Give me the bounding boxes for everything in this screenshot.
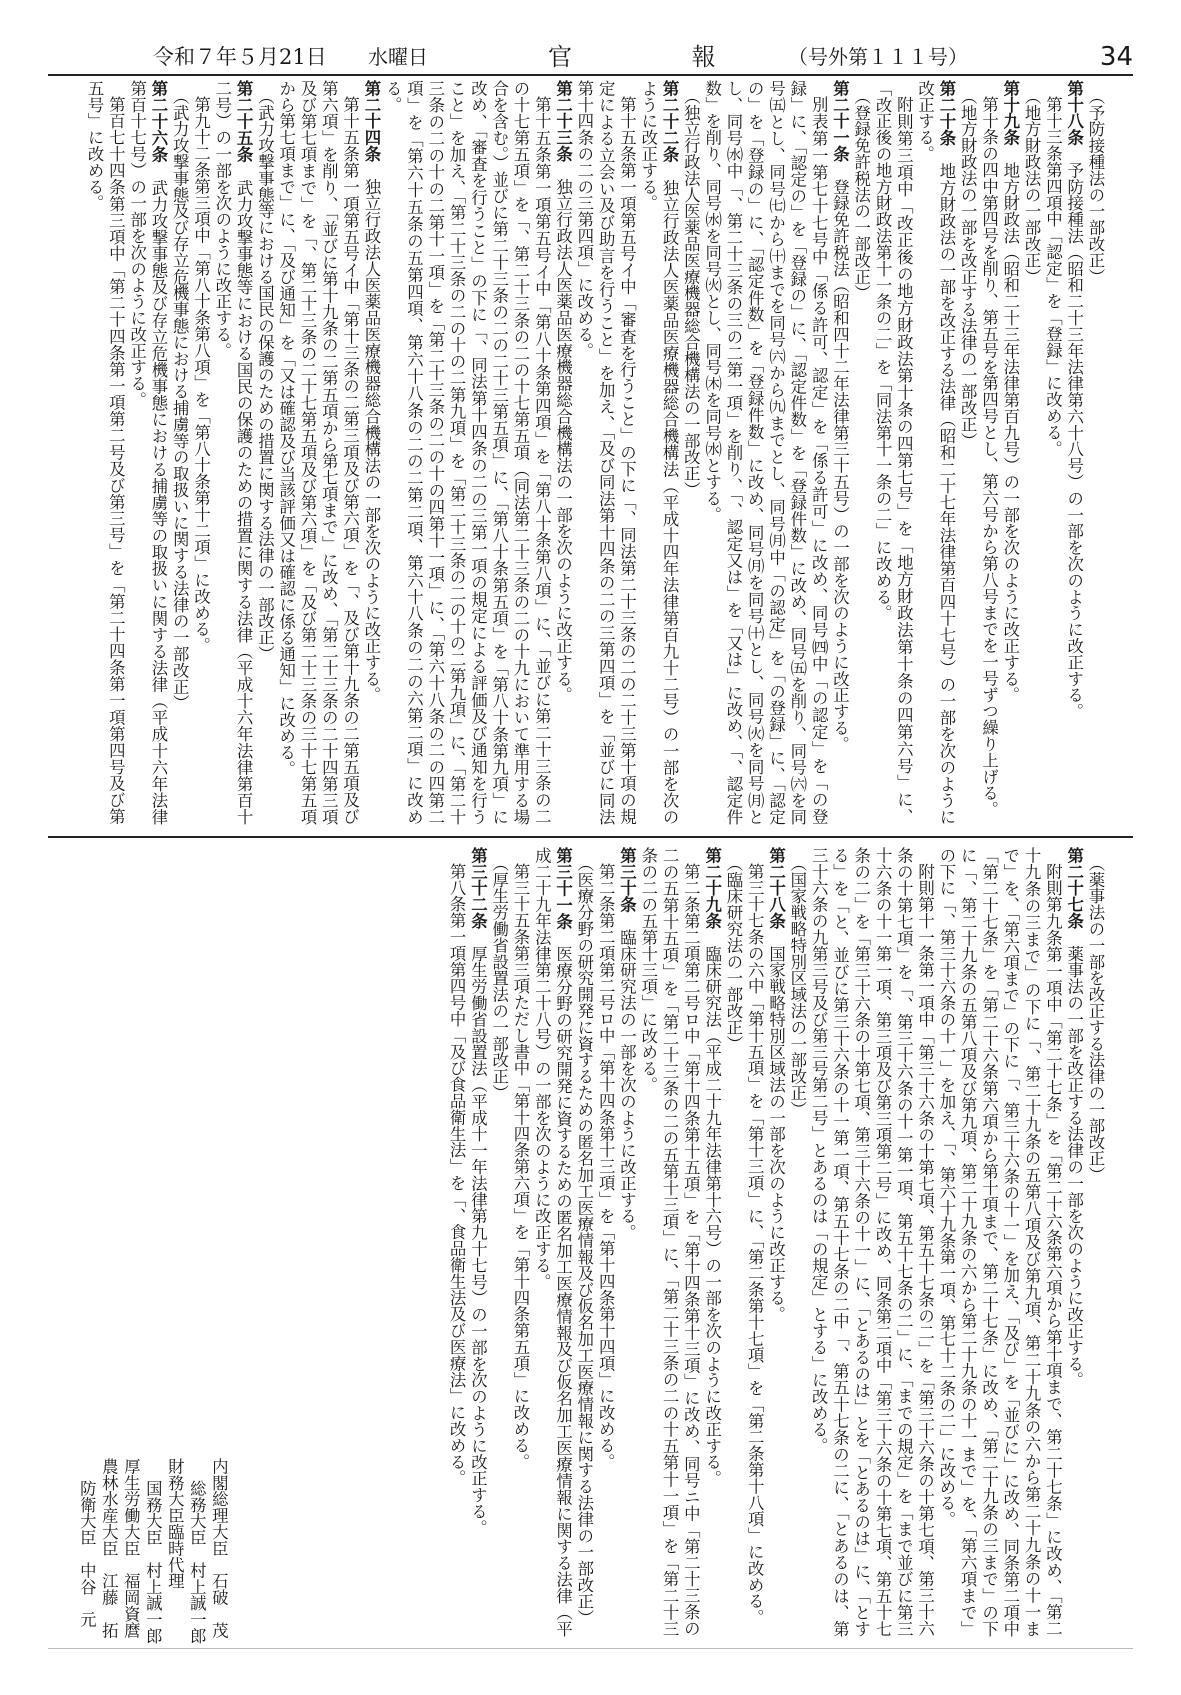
- article-text: 予防接種法（昭和二十三年法律第六十八号）の一部を次のように改正する。: [1064, 162, 1084, 720]
- signature-name: 村上誠一郎: [187, 1562, 207, 1645]
- article-number: 第二十二条: [660, 80, 680, 163]
- article-number: 第三十条: [617, 847, 637, 913]
- signature-agriculture: [98, 1458, 119, 1638]
- signature-office: 厚生労働大臣: [121, 1458, 141, 1557]
- signature-name: 村上誠一郎: [143, 1562, 163, 1645]
- caption: （薬事法の一部を改正する法律の一部改正）: [1086, 855, 1105, 1184]
- caption: （登録免許税法の一部改正）: [851, 88, 871, 302]
- caption: （臨床研究法の一部改正）: [723, 855, 743, 1052]
- article: [531, 847, 574, 1637]
- paragraph: 第二条第二項第二号ロ中「第十四条第十五項」を「第十四条第十三項」に改め、同号ニ中「第二十三条の二の五第十五項」を「第二十三条の二の五第十三項」に、「第二十三条の二の十五第十一項」を「第二十三条の二の五第十三項」に改める。: [638, 847, 701, 1637]
- signature-internal-affairs: [186, 1480, 207, 1660]
- article-number: 第十九条: [1000, 80, 1020, 146]
- article: [1000, 80, 1021, 825]
- signature-office: 農林水産大臣: [99, 1458, 119, 1557]
- page-number: 34: [1099, 42, 1133, 72]
- signature-office: 内閣総理大臣: [209, 1458, 229, 1557]
- article: [829, 80, 850, 825]
- signature-finance: [164, 1458, 185, 1638]
- article: [212, 80, 255, 825]
- header-rule: [48, 74, 1133, 76]
- article-text: 武力攻撃事態等における国民の保護のための措置に関する法律（平成十六年法律第百十二号）の一部を次のように改正する。: [212, 80, 254, 825]
- signature-name: 福岡資麿: [121, 1572, 141, 1639]
- article-text: 独立行政法人医薬品医療機器総合機構法の一部を次のように改正する。: [553, 178, 573, 704]
- top-text-block: [64, 80, 1106, 825]
- signature-pm: [208, 1458, 229, 1638]
- page-header: [48, 40, 1133, 74]
- paragraph: 第十三条第四項中「認定」を「登録」に改める。: [1043, 96, 1063, 458]
- article: [765, 847, 786, 1637]
- article-number: 第二十六条: [148, 80, 168, 163]
- article-number: 第二十七条: [1064, 847, 1084, 929]
- article-number: 第二十九条: [702, 847, 722, 929]
- issue-date: 令和７年５月21日: [153, 45, 327, 69]
- caption: （国家戦略特別区域法の一部改正）: [787, 855, 807, 1118]
- caption: （厚生労働省設置法の一部改正）: [489, 855, 509, 1102]
- article-text: 臨床研究法の一部を次のように改正する。: [617, 929, 637, 1241]
- article-number: 第二十八条: [766, 847, 786, 929]
- caption: （地方財政法の一部を改正する法律の一部改正）: [958, 88, 978, 449]
- section-divider: [48, 836, 1133, 838]
- article-text: 地方財政法（昭和二十三年法律第百九号）の一部を次のように改正する。: [1000, 162, 1020, 704]
- paragraph: 第十五条第一項第五号イ中「第十三条の二第三項及び第六項」を「、及び第十九条の二第五項及び第六項」を削り、「並びに第十九条の二第五項から第七項まで」に改め、「第二十三条の二十四第三項及び第七項まで」を「、第二十三条の二十七第五項及び第六項」を「及び第二十三条の三十七第五項から第七項まで」に、「及び通知」を「又は確認及び当該評価又は確認に係る通知」に改める。: [276, 80, 360, 825]
- signature-office: 防衛大臣: [77, 1480, 97, 1546]
- article-text: 独立行政法人医薬品医療機器総合機構法の一部を次のように改正する。: [361, 178, 381, 704]
- article-number: 第二十一条: [830, 80, 850, 162]
- paragraph: 附則第九条第一項中「第二十七条」を「第二十六条第六項から第十項まで、第二十七条」に改め、「第二十九条の三まで」の下に「、第二十九条の五第八項及び第九項、第二十九条の六から第二十九条の十一まで」を、「第六項まで」の下に「、第三十六条の十一」を加え、「及び」を「並びに」に改め、同条第二項中「第二十七条」を「第二十六条第六項から第十項まで、第二十七条」に改め、「第二十九条の三まで」の下に「、第二十九条の五第八項及び第九項、第二十九条の六から第二十九条の十一まで」を、「第六項まで」の下に「、第三十六条の十一」を加え、「、第六十九条第一項、第七十二条の二」に改める。: [936, 847, 1063, 1637]
- bottom-text-block: [232, 847, 1106, 1637]
- signature-health: [120, 1458, 141, 1638]
- paragraph: 第三十七条の六中「第十五項」を「第十三項」に、「第二条第十七項」を「第二条第十八項」に改める。: [745, 863, 765, 1626]
- signature-office: 国務大臣: [143, 1480, 163, 1546]
- article: [552, 80, 573, 825]
- article-text: 独立行政法人医薬品医療機器総合機構法（平成十四年法律第百九十二号）の一部を次のように改正する。: [638, 80, 680, 825]
- issue-number: （号外第１１１号）: [788, 45, 968, 69]
- article-text: 国家戦略特別区域法の一部を次のように改正する。: [766, 945, 786, 1323]
- article-text: 武力攻撃事態及び存立危機事態における捕虜等の取扱いに関する法律（平成十六年法律第百十七号）の一部を次のように改正する。: [127, 80, 168, 825]
- article-text: 登録免許税法（昭和四十二年法律第三十五号）の一部を次のように改正する。: [830, 178, 850, 753]
- signature-name: 石破 茂: [209, 1572, 229, 1639]
- article: [361, 80, 382, 825]
- paragraph: 第十五条第一項第五号イ中「審査を行うこと」の下に「、同法第二十三条の二の二十三第十項の規定による立会い及び助言を行うこと」を加え、「及び同法第十四条の二の三第四項」を「並びに同法第十四条の二の三第四項」に改める。: [574, 80, 637, 825]
- signature-state-minister: [142, 1480, 163, 1660]
- footer-rule: [48, 1648, 1133, 1649]
- caption: （武力攻撃事態及び存立危機事態における捕虜等の取扱いに関する法律の一部改正）: [170, 88, 190, 712]
- paragraph: 第十五条第一項第五号イ中「第八十条第四項」を「第八十条第八項」に、「並びに第二十三条の二の十七第五項」を「、第二十三条の二の十七第五項（同法第二十三条の二の十九において準用する場合を含む。）並びに第二十三条の二の二十三第五項」に、「第八十条第五項」を「第八十条第九項」に改め、「審査を行うこと」の下に「、同法第十四条の二の三第一項の規定による評価及び通知を行うこと」を加え、「第二十三条の二の十の二第九項」を「第二十三条の二の十の二第九項」に、「第二十三条の二の十の二第十一項」を「第二十三条の二の十の四第十一項」に、「第六十八条の二の四第二項」を「第六十五条の五第四項、第六十八条の二の二第二項、第六十八条の二の六第二項」に改める。: [383, 80, 552, 825]
- article: [1063, 80, 1084, 825]
- article-number: 第二十五条: [234, 80, 254, 163]
- issue-weekday: 水曜日: [368, 45, 428, 69]
- caption: （地方財政法の一部改正）: [1022, 88, 1042, 285]
- article: [126, 80, 169, 825]
- article: [1063, 847, 1084, 1637]
- article-number: 第二十条: [936, 80, 956, 147]
- paragraph: 第九十二条第三項中「第八十条第八項」を「第八十条第十二項」に改める。: [191, 96, 211, 654]
- paragraph: 附則第十一条第一項中「第三十六条の十第七項、第五十七条の二」を「第三十六条の十第七項、第三十六条の十第七項」を「、第三十六条の十一第一項、第五十七条の二」に、「までの規定」を「まで並びに第三十六条の十一第一項、第三項及び第三項第二号」に改め、同条第二項中「第三十六条の十第七項、第五十七条の二」を「第三十六条の十第七項、第三十六条の十一」に、「とあるのは」とを「とあるのは」に、「とする」を「と、並びに第三十六条の十一第一項、第五十七条の二中「、第五十七条の二に、「とあるのは、第三十六条の九第三号及び第三号第二号」とあるのは「の規定」とする」に改める。: [809, 847, 935, 1637]
- article: [467, 847, 488, 1637]
- signature-name: 江藤 拓: [99, 1572, 119, 1639]
- paragraph: 第百七十四条第三項中「第二十四条第一項第二号及び第三号」を「第二十四条第一項第四号及び第五号」に改める。: [85, 80, 126, 825]
- paragraph: 第八条第一項第四号中「及び食品衛生法」を「、食品衛生法及び医療法」に改める。: [447, 863, 467, 1487]
- article-text: 地方財政法の一部を改正する法律（昭和二十七年法律第百四十七号）の一部を次のように改正する。: [915, 80, 956, 825]
- article-text: 厚生労働省設置法（平成十一年法律第九十七号）の一部を次のように改正する。: [468, 945, 488, 1536]
- article: [701, 847, 722, 1637]
- paragraph: 附則第三項中「改正後の地方財政法第十条の四第七号」を「地方財政法第十条の四第六号」に、「改正後の地方財政法第十一条の二」を「同法第十一条の二」に改める。: [873, 80, 914, 825]
- article-number: 第十八条: [1064, 80, 1084, 146]
- caption: （予防接種法の一部改正）: [1086, 88, 1105, 285]
- signature-name: 中谷 元: [77, 1562, 97, 1628]
- article-text: 医療分野の研究開発に資するための匿名加工医療情報及び仮名加工医療情報に関する法律（平成二十九年法律第二十八号）の一部を次のように改正する。: [532, 847, 573, 1637]
- paragraph: 別表第一第七十七号中「係る許可、認定」を「係る許可」に改め、同号㈣中「の認定」を「の登録」に、「認定の」を「登録の」に、「認定件数」を「登録件数」に改め、同号㈤を削り、同号㈥を同号㈤とし、同号㈦から㈩までを同号㈥から㈨までとし、同号㈪中「の認定」を「の登録」に、「認定の」を「登録の」に、「認定件数」を「登録件数」に改め、同号㈪を同号㈩とし、同号㈫を同号㈪とし、同号㈬中「、第二十三条の三の二第一項」を削り、「、認定又は」を「又は」に改め、「、認定件数」を削り、同号㈬を同号㈫とし、同号㈭を同号㈬とする。: [702, 80, 829, 825]
- article: [914, 80, 957, 825]
- signature-defense: [76, 1480, 97, 1660]
- paragraph: 第十条の四中第四号を削り、第五号を第四号とし、第六号から第八号までを一号ずつ繰り上げる。: [979, 96, 999, 818]
- caption: （独立行政法人医薬品医療機器総合機構法の一部改正）: [681, 88, 701, 499]
- paragraph: 第三十五条第三項ただし書中「第十四条第六項」を「第十四条第五項」に改める。: [510, 863, 530, 1471]
- paragraph: 第二条第二項第二号ロ中「第十四条第十三項」を「第十四条第十四項」に改める。: [596, 863, 616, 1471]
- signature-office: 総務大臣: [187, 1480, 207, 1546]
- article-number: 第三十二条: [468, 847, 488, 929]
- article: [616, 847, 637, 1637]
- signature-office: 財務大臣臨時代理: [165, 1458, 185, 1590]
- article-text: 薬事法の一部を改正する法律の一部を次のように改正する。: [1064, 945, 1084, 1389]
- gazette-title: 官 報: [548, 43, 772, 71]
- article-number: 第三十一条: [553, 847, 573, 930]
- article-text: 臨床研究法（平成二十九年法律第十六号）の一部を次のように改正する。: [702, 945, 722, 1487]
- article: [637, 80, 680, 825]
- article-number: 第二十三条: [553, 80, 573, 162]
- caption: （医療分野の研究開発に資するための匿名加工医療情報及び仮名加工医療情報に関する法律の一部改正）: [574, 855, 594, 1626]
- article-number: 第二十四条: [361, 80, 381, 162]
- caption: （武力攻撃事態等における国民の保護のための措置に関する法律の一部改正）: [255, 88, 275, 663]
